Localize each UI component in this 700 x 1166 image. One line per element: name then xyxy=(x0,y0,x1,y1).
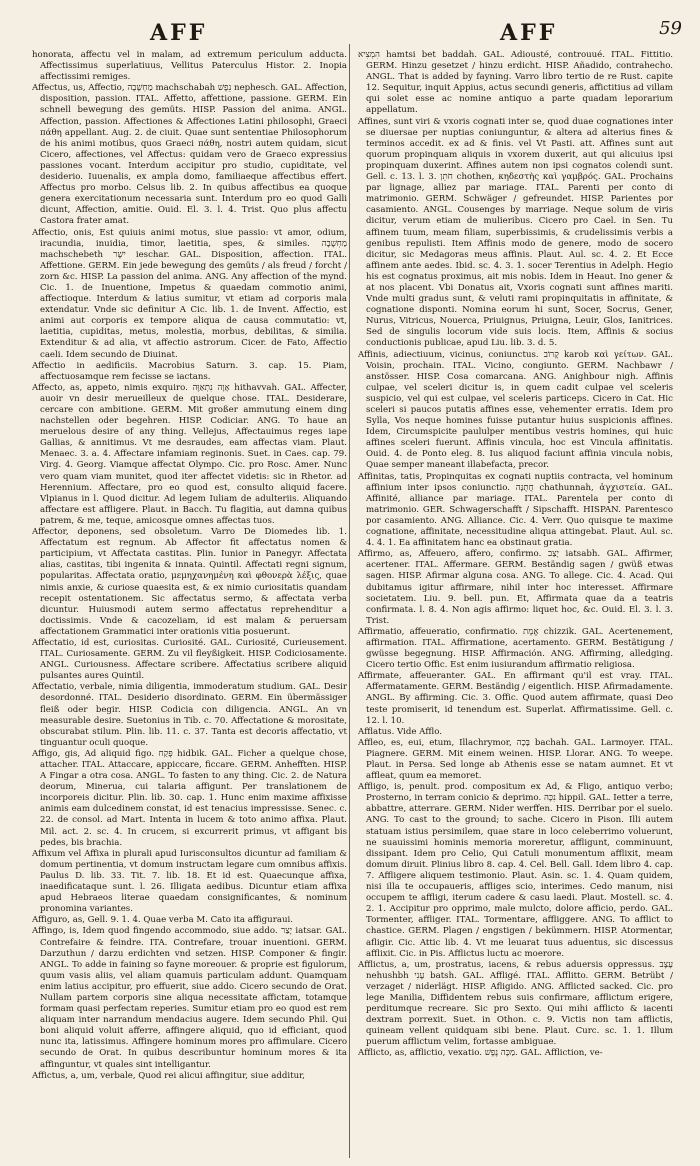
entry-affirmo: Affirmo, as, Affeuero, affero, confirmo. יָצַב iatsabh. GAL. Affirmer, acertener. ITAL. Affermare. GERM. Beständig sagen / gwüß etwas sagen. HISP. Afirmar alguna cosa. ANG. To allege. Cic. 4. Acad. Qui dubitamus igitur affirmare, nihil inter hoc interesset. Affirmare societatem. Liu. 9. bell. pun. Et, Affirmata quae da a teatris confirmata. l. 8. 4. Non agis affirmo: liquet hoc, &c. Ouid. El. 3. l. 3. Trist. xyxy=(358,549,673,626)
entry-affectatio-verbale: Affectatio, verbale, nimia diligentia, immoderatum studium. GAL. Desir desordonné. ITAL. Desiderio disordinato. GERM. Ein übermässiger fleiß oder begir. HISP. Codicia con diligencia. ANGL. An vn measurable desire. Suetonius in Tib. c. 70. Affectatione & morositate, obscurabat stilum. Plin. lib. 11. c. 37. Tanta est decoris affectatio, vt tinguantur oculi quoque. xyxy=(32,682,347,748)
entry-affecto: Affecto, as, appeto, nimis exquiro. אָוָה נִתְאַוֶּה hithavvah. GAL. Affecter, auoir vn desir merueilleux de quelque chose. ITAL. Desiderare, cercare con ambitione. GERM. Mit großer ammutung einem ding nachstellen oder begehren. HISP. Codiciar. ANG. To haue an meruelous desire of any thing. Vellejus, Affectauimus reges iape Gallias, & annitimus. Vt me desraudes, eam affectas viam. Plaut. Menaec. 3. a. 4. Affectare infamiam reginonis. Suet. in Caes. cap. 79. Virg. 4. Georg. Viamque affectat Olympo. Cic. pro Rosc. Amer. Nunc vero quam viam munitet, quod iter affectet videtis: sic in Rhetor. ad Herennium. Affectare, pro eo quod est, consulto aliquid facere. Vlpianus in l. Quod dicitur. Ad legem Iuliam de adulteriis. Aliquando affectare est affligere. Plaut. in Bacch. Tu flagitia, aut damna quibus patrem, & me, teque, amicosque omnes affectas tuos. xyxy=(32,382,347,526)
entry-affectio: Affectio, onis, Est quiuis animi motus, siue passio: vt amor, odium, iracundia, inuidia, timor, laetitia, spes, & similes. מַחְשָׁבָה machschebeth ישֶׁר ieschar. GAL. Disposition, affection. ITAL. Affettione. GERM. Ein jede bewegung des gemüts / als freud / forcht / zorn &c. HISP. La passion del anima. ANG. Any affection of the mynd. Cic. 1. de Inuentione, Impetus & quaedam commotio animi, affectioque. Interdum & latius sumitur, vt etiam ad corporis mala extendatur. Vnde sic definitur A Cic. lib. 1. de Invent. Affectio, est animi aut corporis ex tempore aliqua de causa commutatio: vt, laetitia, cupiditas, metus, molestia, morbus, debilitas, & similia. Extenditur & ad alia, vt affectio astrorum. Cicer. de Fato, Affectio caeli. Idem secundo de Diuinat. xyxy=(32,227,347,360)
left-column xyxy=(32,50,347,1158)
entry-afflictus: Afflictus, a, um, prostratus, iacens, & rebus aduersis oppressus. עָצָב nehushbh עָנִי batsh. GAL. Affligé. ITAL. Afflitto. GERM. Betrübt / verzaget / niderlägt. HISP. Afligido. ANG. Afflicted sacked. Cic. pro lege Manilia, Diffidentem rebus suis confirmare, afflictum erigere, perditumque recreare. Sic pro Sexto. Qui mihi afflicto & iacenti dextram porrexit. Suet. in Othon. c. 9. Victis non tam afflictis, quineam vellent quidquam sibi bene. Plaut. Curc. sc. 1. 1. Illum puerum afflictum velim, fortasse ambiguae. xyxy=(358,959,673,1048)
entry-affleo: Affleo, es, eui, etum, Illachrymor, בָּכָה bachah. GAL. Larmoyer. ITAL. Piagnere. GERM. Mit einem weinen. HISP. Llorar. ANG. To weepe. Plaut. in Persa. Sed longe ab Athenis esse se natam aumnet. Et vt affleat, quum ea memoret. xyxy=(358,737,673,782)
right-column xyxy=(358,50,673,1158)
entry-affirmatio: Affirmatio, affeueratio, confirmatio. אֱמֶת chizzik. GAL. Acertenement, affirmation. ITAL. Affirmatione, acertamento. GERM. Bestätigung / gwüsse begegnung. HISP. Affirmación. ANG. Affirming, alledging. Cicero tertio Offic. Est enim iusiurandum affirmatio religiosa. xyxy=(358,626,673,671)
left-running-head: AFF xyxy=(150,20,208,46)
entry-affiguro: Affiguro, as, Gell. 9. 1. 4. Quae verba M. Cato ita affiguraui. xyxy=(32,915,293,926)
entry-affectatio-curiositas: Affectatio, id est, curiositas. Curiosité. GAL. Curiosité, Curieusement. ITAL. Curiosamente. GERM. Zu vil fleyßigkeit. HISP. Codiciosamente. ANGL. Curiousness. Affectare scribere. Affectatius scribere aliquid pulsantes aures Quintil. xyxy=(32,637,347,682)
entry-affectissimus: honorata, affectu vel in malam, ad extremum periculum adducta. Affectissimus superlatiuus, Vellitus Paterculus Histor. 2. Inopia affectissimi remiges. xyxy=(32,50,347,83)
entry-affinis: Affinis, adiectiuum, vicinus, coniunctus. קָרוֹב karob καὶ γείτων. GAL. Voisin, prochain. ITAL. Vicino, congiunto. GERM. Nachbawr / anstösser. HISP. Cosa comarcana. ANG. Anighbour nigh. Affinis culpae, vel sceleri dicitur is, in quem cadit culpae vel sceleris suspicio, vel qui est culpae, vel sceleris particeps. Cicero in Cat. Hic sceleri si paucos putatis affines esse, vehementer erratis. Idem pro Sylla, Vos neque homines fuisse putantur huius suspicionis affines. Idem, Circumspicite paululper mentibus vestris homines, qui huic affines sceleri fuerunt. Affinis vincula, hoc est Vincula affinitatis. Ouid. 4. de Ponto eleg. 8. Ius aliquod faciunt affinia vincula nobis, Quae semper maneant illabefacta, precor. xyxy=(358,349,673,471)
column-divider xyxy=(349,44,350,1158)
right-running-head: AFF xyxy=(500,20,558,46)
entry-affictus-cont: הִמְצִיא hamtsi bet baddah. GAL. Adiousté, controuué. ITAL. Fittitio. GERM. Hinzu gesetzet / hinzu erdicht. HISP. Añadido, contrahecho. ANGL. That is added by fayning. Varro libro tertio de re Rust. capite 12. Sequitur, inquit Appius, actus secundi generis, affictitius ad villam qui solet esse ac nomine antiquo a parte quadam leporarium appellatum. xyxy=(358,50,673,116)
entry-afflicto: Afflicto, as, afflictio, vexatio. מַכָּה נֶפֶשׁ. GAL. Affliction, ve- xyxy=(358,1048,603,1059)
entry-affinitas: Affinitas, tatis, Propinquitas ex cognati nuptiis contracta, vel hominum affinium inter ipsos coniunctio. חֲתֻנָּה chathunnah, ἀγχιστεία. GAL. Affinité, alliance par mariage. ITAL. Parentela per conto di matrimonio. GER. Schwagerschafft / Sipschafft. HISPAN. Parentesco por casamiento. ANG. Alliance. Cic. 4. Verr. Quo quisque te maxime cognatione, affinitate, necessitudine aliqua attingebat. Plaut. Aul. sc. 4. 4. 1. Ea affinitatem hanc ea obstinaut gratia. xyxy=(358,471,673,549)
entry-affector: Affector, deponens, sed obsoletum. Varro De Diomedes lib. 1. Affectatum est regnum. Ab Affector fit affectatus nomen & participium, vt Affectata castitas. Plin. Iunior in Panegyr. Affectata alias, castitas, tibi ingenita & innata. Quintil. Affectati regni signum, popularitas. Affectata oratio, μεμηχανημένη καὶ φθονερὰ λέξις, quae nimis anxie, & curiose quaesita est, & ex nimio curiositatis quandam recepit ostentationem. Sic affectatus sermo, & affectata verba dicuntur. Huiusmodi autem sermo affectatus reprehenditur a doctissimis. Vnde & cacozeliam, id est malam & peruersam affectationem Grammatici inter orationis vitia posuerunt. xyxy=(32,527,347,637)
entry-affirmate: Affirmate, affeueranter. GAL. En affirmant qu'il est vray. ITAL. Affermatamente. GERM. Beständig / eigentlich. HISP. Afirmadamente. ANGL. By affirming. Cic. 3. Offic. Quod autem affirmate, quasi Deo teste promiserit, id tenendum est. Superlat. Affirmatissime. Gell. c. 12. l. 10. xyxy=(358,671,673,726)
page-number: 59 xyxy=(659,18,682,39)
entry-affictus: Affictus, a, um, verbale, Quod rei alicui affingitur, siue additur, xyxy=(32,1070,306,1081)
entry-affectus: Affectus, us, Affectio, מַחְשָׁבָה machschabah נֵפֶשׁ nephesch. GAL. Affection, disposition, passion. ITAL. Affetto, affettione, passione. GERM. Ein schnell bewegung des gemüts. HISP. Passion del anima. ANGL. Affection, passion. Affectiones & Affectiones Latini philosophi, Graeci πάθη appellant. Aug. 2. de ciuit. Quae sunt sententiae Philosophorum de his animi motibus, quos Graeci πάθη, nostri autem quidam, sicut Cicero, affectiones, vel Affectus: quidam vero de Graeco expressius passiones vocant. Interdum accipitur pro studio, cupiditate, vel desiderio. Iuuenalis, ex ampla domo, familiaeque affectibus effert. Affectus pro morbo. Celsus lib. 2. In quibus affectibus ea quoque genera exercitationum necessaria sunt. Interdum pro eo quod Galli dicunt, Affection, amitie. Ouid. El. 3. l. 4. Trist. Quo plus affectu Castora frater amat. xyxy=(32,83,347,227)
entry-affingo: Affingo, is, Idem quod fingendo accommodo, siue addo. יָצַר iatsar. GAL. Contrefaire & feindre. ITA. Contrefare, trouar inuentioni. GERM. Darzuthun / darzu erdichten vnd setzen. HISP. Componer & fingir. ANGL. To adde in faining so fayne moreouer. & proprie est figulorum, quum vasis aliis, vel aliam quamuis particulam addunt. Quamquam enim latius accipitur, pro effuerit, siue addo. Cicero secundo de Orat. Nullam partem corporis sine aliqua necessitate affictam, totamque formam quasi perfectam reperies. Sumitur etiam pro eo quod est rem aliquam inter narrandum mendacius augere. Idem secundo Phil. Qui boni aliquid voluit afferre, affingere aliquid, quo id efficiant, quod nunc ita, latissimus. Affingere hominum mores pro affimulare. Cicero secundo de Orat. In quibus describuntur hominum mores & ita affinguntur, vt quales sint intelligantur. xyxy=(32,926,347,1070)
entry-affigo: Affigo, gis, Ad aliquid figo. פָּקַח hidbik. GAL. Ficher a quelque chose, attacher. ITAL. Attaccare, appiccare, ficcare. GERM. Anhefften. HISP. A Fingar a otra cosa. ANGL. To fasten to any thing. Cic. 2. de Natura deorum, Minerua, cui talaria affigunt. Per translationem de incorporeis dicitur. Plin. lib. 30. cap. 1. Hunc enim maxime affixisse animis eam dulcedinem constat, id est tenacius impressisse. Senec. c. 22. de consol. ad Mart. Intenta in lucem & toto animo affixa. Plaut. Mil. act. 2. sc. 4. In crucem, si excurrerit primus, vt affigant bis pedes, bis brachia. xyxy=(32,748,347,848)
entry-affligo: Affligo, is, penult. prod. compositum ex Ad, & Fligo, antiquo verbo; Prosterno, in terram conicio & deprimo. נִכָּה hippil. GAL. Ietter a terre, abbattre, atterrare. GERM. Nider werffen. HIS. Derribar por el suelo. ANG. To cast to the ground; to sache. Cicero in Pison. Illi autem statuam istius persimilem, quae stare in loco celeberrimo voluerunt, ne suauissimi hominis memoria moreretur, affligunt, comminuunt, dissipant. Idem pro Celio, Qui Catuli monumentum afflixit, meam domum diruit. Plinius libro 8. cap. 4. Cel. Bell. Gall. Idem libro 4. cap. 7. Affligere aliquem testimonio. Plaut. Asin. sc. 1. 4. Quam quidem, nisi illa te occupaueris, affliges scio, interimes. Cedo manum, nisi occupem te affligi, iterum cadere & casu laedi. Plaut. Mostell. sc. 4. 2. 1. Accipitur pro opprimo, male mulcto, dolore afficio, perdo. GAL. Tormenter, affliger. ITAL. Tormentare, affliggere. ANG. To afflict to chastice. GERM. Plagen / engstigen / bekümmern. HISP. Atormentar, afligir. Cic. Attic lib. 4. Vt me leuarat tuus aduentus, sic discessus afflixit. Cic. in Pis. Afflictus luctu ac moerore. xyxy=(358,782,673,959)
entry-afflatus: Afflatus. Vide Afflo. xyxy=(358,726,442,737)
page-header xyxy=(0,14,700,48)
entry-affixum: Affixum vel Affixa in plurali apud Iurisconsultos dicuntur ad familiam & domum pertinentia, vt domum instructam legare cum omnibus affixis. Paulus D. lib. 33. Tit. 7. lib. 18. Et id est. Quaecunque affixa, inaedificataque sunt. l. 26. Illigata aedibus. Dicuntur etiam affixa apud Hebraeos literae quaedam consignificantes, & nominum pronomina variantes. xyxy=(32,848,347,915)
entry-affectio-aedificiis: Affectio in aedificiis. Macrobius Saturn. 3. cap. 15. Piam, affectuosamque rem fecisse se iactans. xyxy=(32,360,347,382)
entry-affines: Affines, sunt viri & vxoris cognati inter se, quod duae cognationes inter se diuersae per nuptias coniunguntur, & altera ad alterius fines & terminos accedit. ex ad & finis. vel Vt Pasti. att. Affines sunt aut quorum propinquam aliquis in vxorem duxerit, aut qui alicuius ipsi propinquam duxerint. Affines autem non ipsi cognatos colendi sunt. Gell. c. 13. l. 3. חֹתֵן chothen, κηδεστὴς καὶ γαμβρός. GAL. Prochains par lignage, alliez par mariage. ITAL. Parenti per conto di matrimonio. GERM. Schwäger / gefreundet. HISP. Parientes por casamiento. ANGL. Cousenges by marriage. Neque solum de viris dicitur, verum etiam de mulieribus. Cicero pro Cael. in Sen. Tu affinem tuum, meam filiam, superbissimis, & crudelissimis verbis a genibus repulisti. Item Affinis modo de genere, modo de socero dicitur, sic Medagoras meus affinis. Plaut. Aul. sc. 4. 2. Et Ecce affinem ante aedes. Ibid. sc. 4. 3. 1. socer Terentius in Adelph. Hegio his est cognatus proximus, ait mis nobis. Idem in Heaut. Ino gener & at nos placent. Vbi Donatus ait, Vxoris cognati sunt affines mariti. Vnde multi gradus sunt, & veluti rami propinquitatis in affinitate, & cognatione disponti. Nomina eorum hi sunt, Socer, Socrus, Gener, Nurus, Vitricus, Nouerca, Priuignus, Priuigna, Leuir, Glos, Ianitrices. Sed de singulis locorum vide suis locis. Item, Affinis & socius conductionis publicae, apud Liu. lib. 3. d. 5. xyxy=(358,116,673,349)
